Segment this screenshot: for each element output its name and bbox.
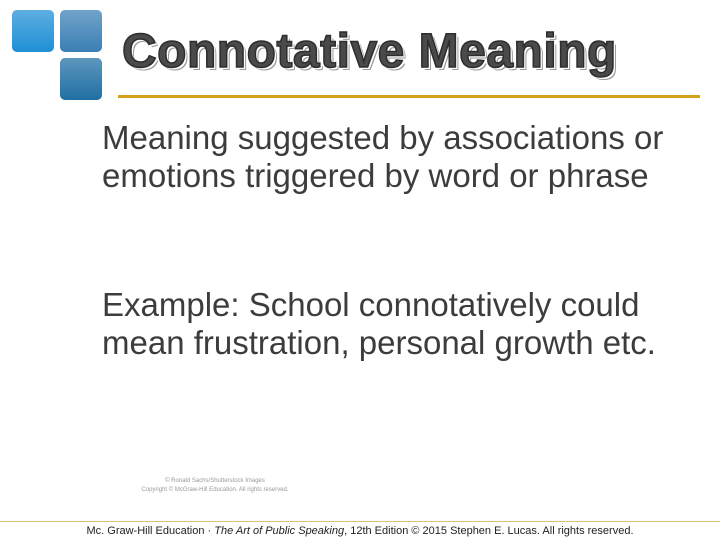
bullet-definition: Meaning suggested by associations or emotions triggered by word or phrase — [102, 119, 664, 194]
footer-publisher: Mc. Graw-Hill Education · — [86, 525, 215, 537]
footer-copyright — [0, 524, 720, 538]
logo-square-top-left — [12, 10, 54, 52]
slide-title: Connotative Meaning — [122, 25, 617, 78]
footer-edition: , 12th Edition © 2015 Stephen E. Lucas. All rights reserved. — [344, 525, 634, 537]
logo-square-bottom-right — [60, 58, 102, 100]
photo-credit-line-2: Copyright © McGraw-Hill Education. All rights reserved. — [141, 487, 289, 493]
logo-squares — [0, 0, 110, 100]
footer-book-title: The Art of Public Speaking — [214, 525, 345, 537]
photo-credit-line-1: © Ronald Sachs/Shutterstock Images — [165, 478, 265, 484]
title-underline — [118, 95, 700, 98]
logo-square-top-right — [60, 10, 102, 52]
photo-credit — [130, 477, 300, 495]
bullet-example: Example: School connotatively could mean frustration, personal growth etc. — [102, 286, 656, 361]
footer-divider — [0, 521, 720, 522]
